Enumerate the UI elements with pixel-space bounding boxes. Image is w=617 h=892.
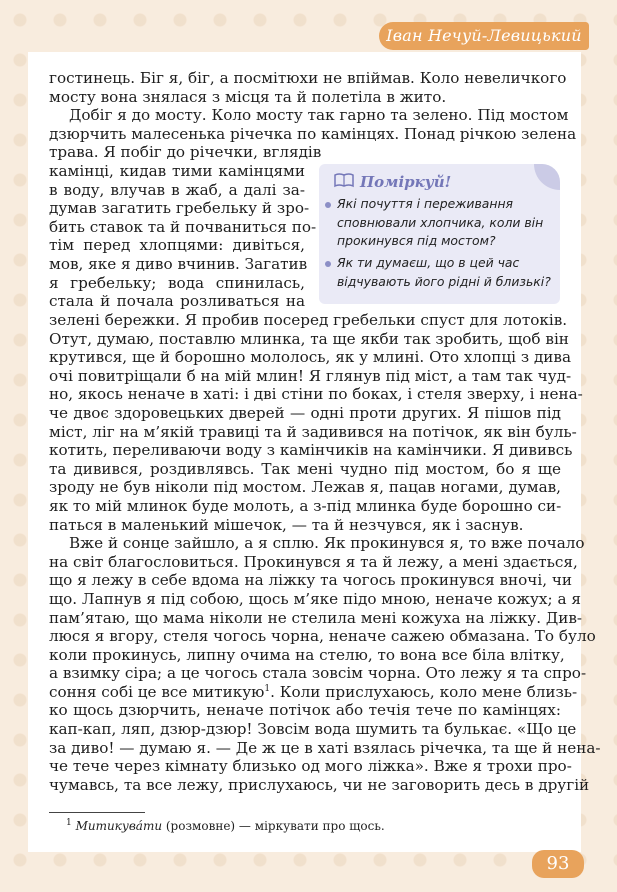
text-line: че тече через кімнату близько од мого ліжка». Вже я трохи про-: [49, 757, 572, 776]
text-line: Отут, думаю, поставлю млинка, та ще якби так зробить, щоб він: [49, 329, 569, 348]
text-line: камінці, кидав тими камінцями: [49, 162, 305, 180]
page-number: 93: [532, 850, 584, 878]
question-line: сповнювали хлопчика, коли він: [337, 214, 544, 230]
think-box-title: [333, 171, 451, 193]
text-line: Добіг я до мосту. Коло мосту так гарно та зелено. Під мостом: [69, 106, 569, 125]
question-item: [329, 254, 551, 291]
text-line: трава. Я побіг до річечки, вглядів: [49, 143, 322, 162]
text-line: че двоє здоровецьких дверей — одні проти других. Я пішов під: [49, 403, 561, 422]
think-title-text: Поміркуй!: [360, 173, 452, 191]
text-line: гостинець. Біг я, біг, а посмітюхи не впіймав. Коло невеличкого: [49, 69, 567, 87]
book-icon: [333, 171, 355, 193]
text-line: в воду, влучав в жаб, а далі за-: [49, 180, 305, 199]
footnote-divider: [49, 812, 145, 813]
question-line: Як ти думаєш, що в цей час: [337, 255, 520, 270]
text-line: зроду не був ніколи під мостом. Лежав я, пацав ногами, думав,: [49, 478, 561, 497]
text-line: що я лежу в себе вдома на ліжку та чогось прокинувся вночі, чи: [49, 571, 573, 590]
footnote-text: (розмовне) — міркувати про щось.: [162, 819, 385, 833]
text-line: міст, ліг на м’якій травиці та й задивився на потічок, як він буль-: [49, 422, 577, 441]
text-line: крутився, ще й борошно мололось, як у млині. Ото хлопці з дива: [49, 348, 572, 367]
text-line: котить, переливаючи воду з камінчиків на камінчики. Я дививсь: [49, 441, 573, 460]
question-line: Які почуття і переживання: [337, 196, 513, 211]
text-line: мосту вона знялася з місця та й полетіла в жито.: [49, 87, 447, 106]
text-line: як то мій млинок буде молоть, а з-під млинка буде борошно си-: [49, 496, 562, 515]
footnote: [66, 817, 385, 835]
text-line: люся я вгору, стеля чогось чорна, неначе сажею обмазана. То було: [49, 627, 596, 646]
text-line: мов, яке я диво вчинив. Загатив: [49, 254, 308, 273]
text-line: дзюрчить малесенька річечка по камінцях. Понад річкою зелена: [49, 124, 577, 143]
text-main: [49, 311, 601, 794]
question-line: прокинувся під мостом?: [337, 233, 496, 249]
footnote-number: 1: [66, 818, 72, 828]
text-line: Вже й сонце зайшло, а я сплю. Як прокинувся я, то вже почало: [69, 534, 585, 553]
bullet-icon: [325, 261, 331, 267]
text-line: тім перед хлопцями: дивіться,: [49, 236, 305, 255]
text-segment: соння собі це все митикую: [49, 682, 265, 701]
text-line: що. Лапнув я під собою, щось м’яке підо мною, неначе кожух; а я: [49, 589, 581, 608]
text-line: но, якось неначе в хаті: і дві стіни по боках, і стеля зверху, і нена-: [49, 385, 583, 404]
question-item: [329, 195, 551, 251]
text-line-with-footnote: [49, 682, 578, 702]
bullet-icon: [325, 202, 331, 208]
text-line: бить ставок та й почваниться по-: [49, 217, 317, 236]
text-line: на світ благословиться. Прокинувся я та й лежу, а мені здається,: [49, 552, 578, 571]
text-line: кап-кап, ляп, дзюр-дзюр! Зовсім вода шумить та булькає. «Що це: [49, 720, 577, 739]
text-line: коли прокинусь, липну очима на стелю, то вона все біла влітку,: [49, 645, 565, 664]
text-line: думав загатить гребельку й зро-: [49, 199, 310, 218]
text-line: пам’ятаю, що мама ніколи не стелила мені кожуха на ліжку. Див-: [49, 608, 583, 627]
text-line: чумавсь, та все лежу, прислухаюсь, чи не заговорить десь в другій: [49, 775, 590, 794]
author-banner: Іван Нечуй-Левицький: [379, 22, 589, 50]
text-line: ко щось дзюрчить, неначе потічок або течія тече по камінцях:: [49, 701, 561, 720]
text-intro: [49, 69, 577, 162]
text-line: а взимку сіра; а це чогось стала зовсім чорна. Ото лежу я та спро-: [49, 664, 587, 683]
footnote-term: Митикувáти: [75, 819, 163, 833]
footnote-mark: 1: [264, 683, 271, 694]
text-line: зелені бережки. Я пробив посеред гребельки спуст для лотоків.: [49, 311, 568, 329]
think-box: [319, 164, 560, 304]
text-line: стала й почала розливаться на: [49, 292, 305, 311]
text-segment: . Коли прислухаюсь, коло мене близь-: [270, 682, 578, 701]
text-line: та дивився, роздивлявсь. Так мені чудно під мостом, бо я ще: [49, 459, 561, 478]
text-line: паться в маленький мішечок, — та й незчувся, як і заснув.: [49, 515, 524, 534]
question-line: відчувають його рідні й близькі?: [337, 273, 551, 289]
text-line: за диво! — думаю я. — Де ж це в хаті взялась річечка, та ще й нена-: [49, 738, 601, 757]
text-line: очі повитріщали б на мій млин! Я глянув під міст, а там так чуд-: [49, 366, 572, 385]
text-line: я гребельку; вода спинилась,: [49, 273, 305, 292]
